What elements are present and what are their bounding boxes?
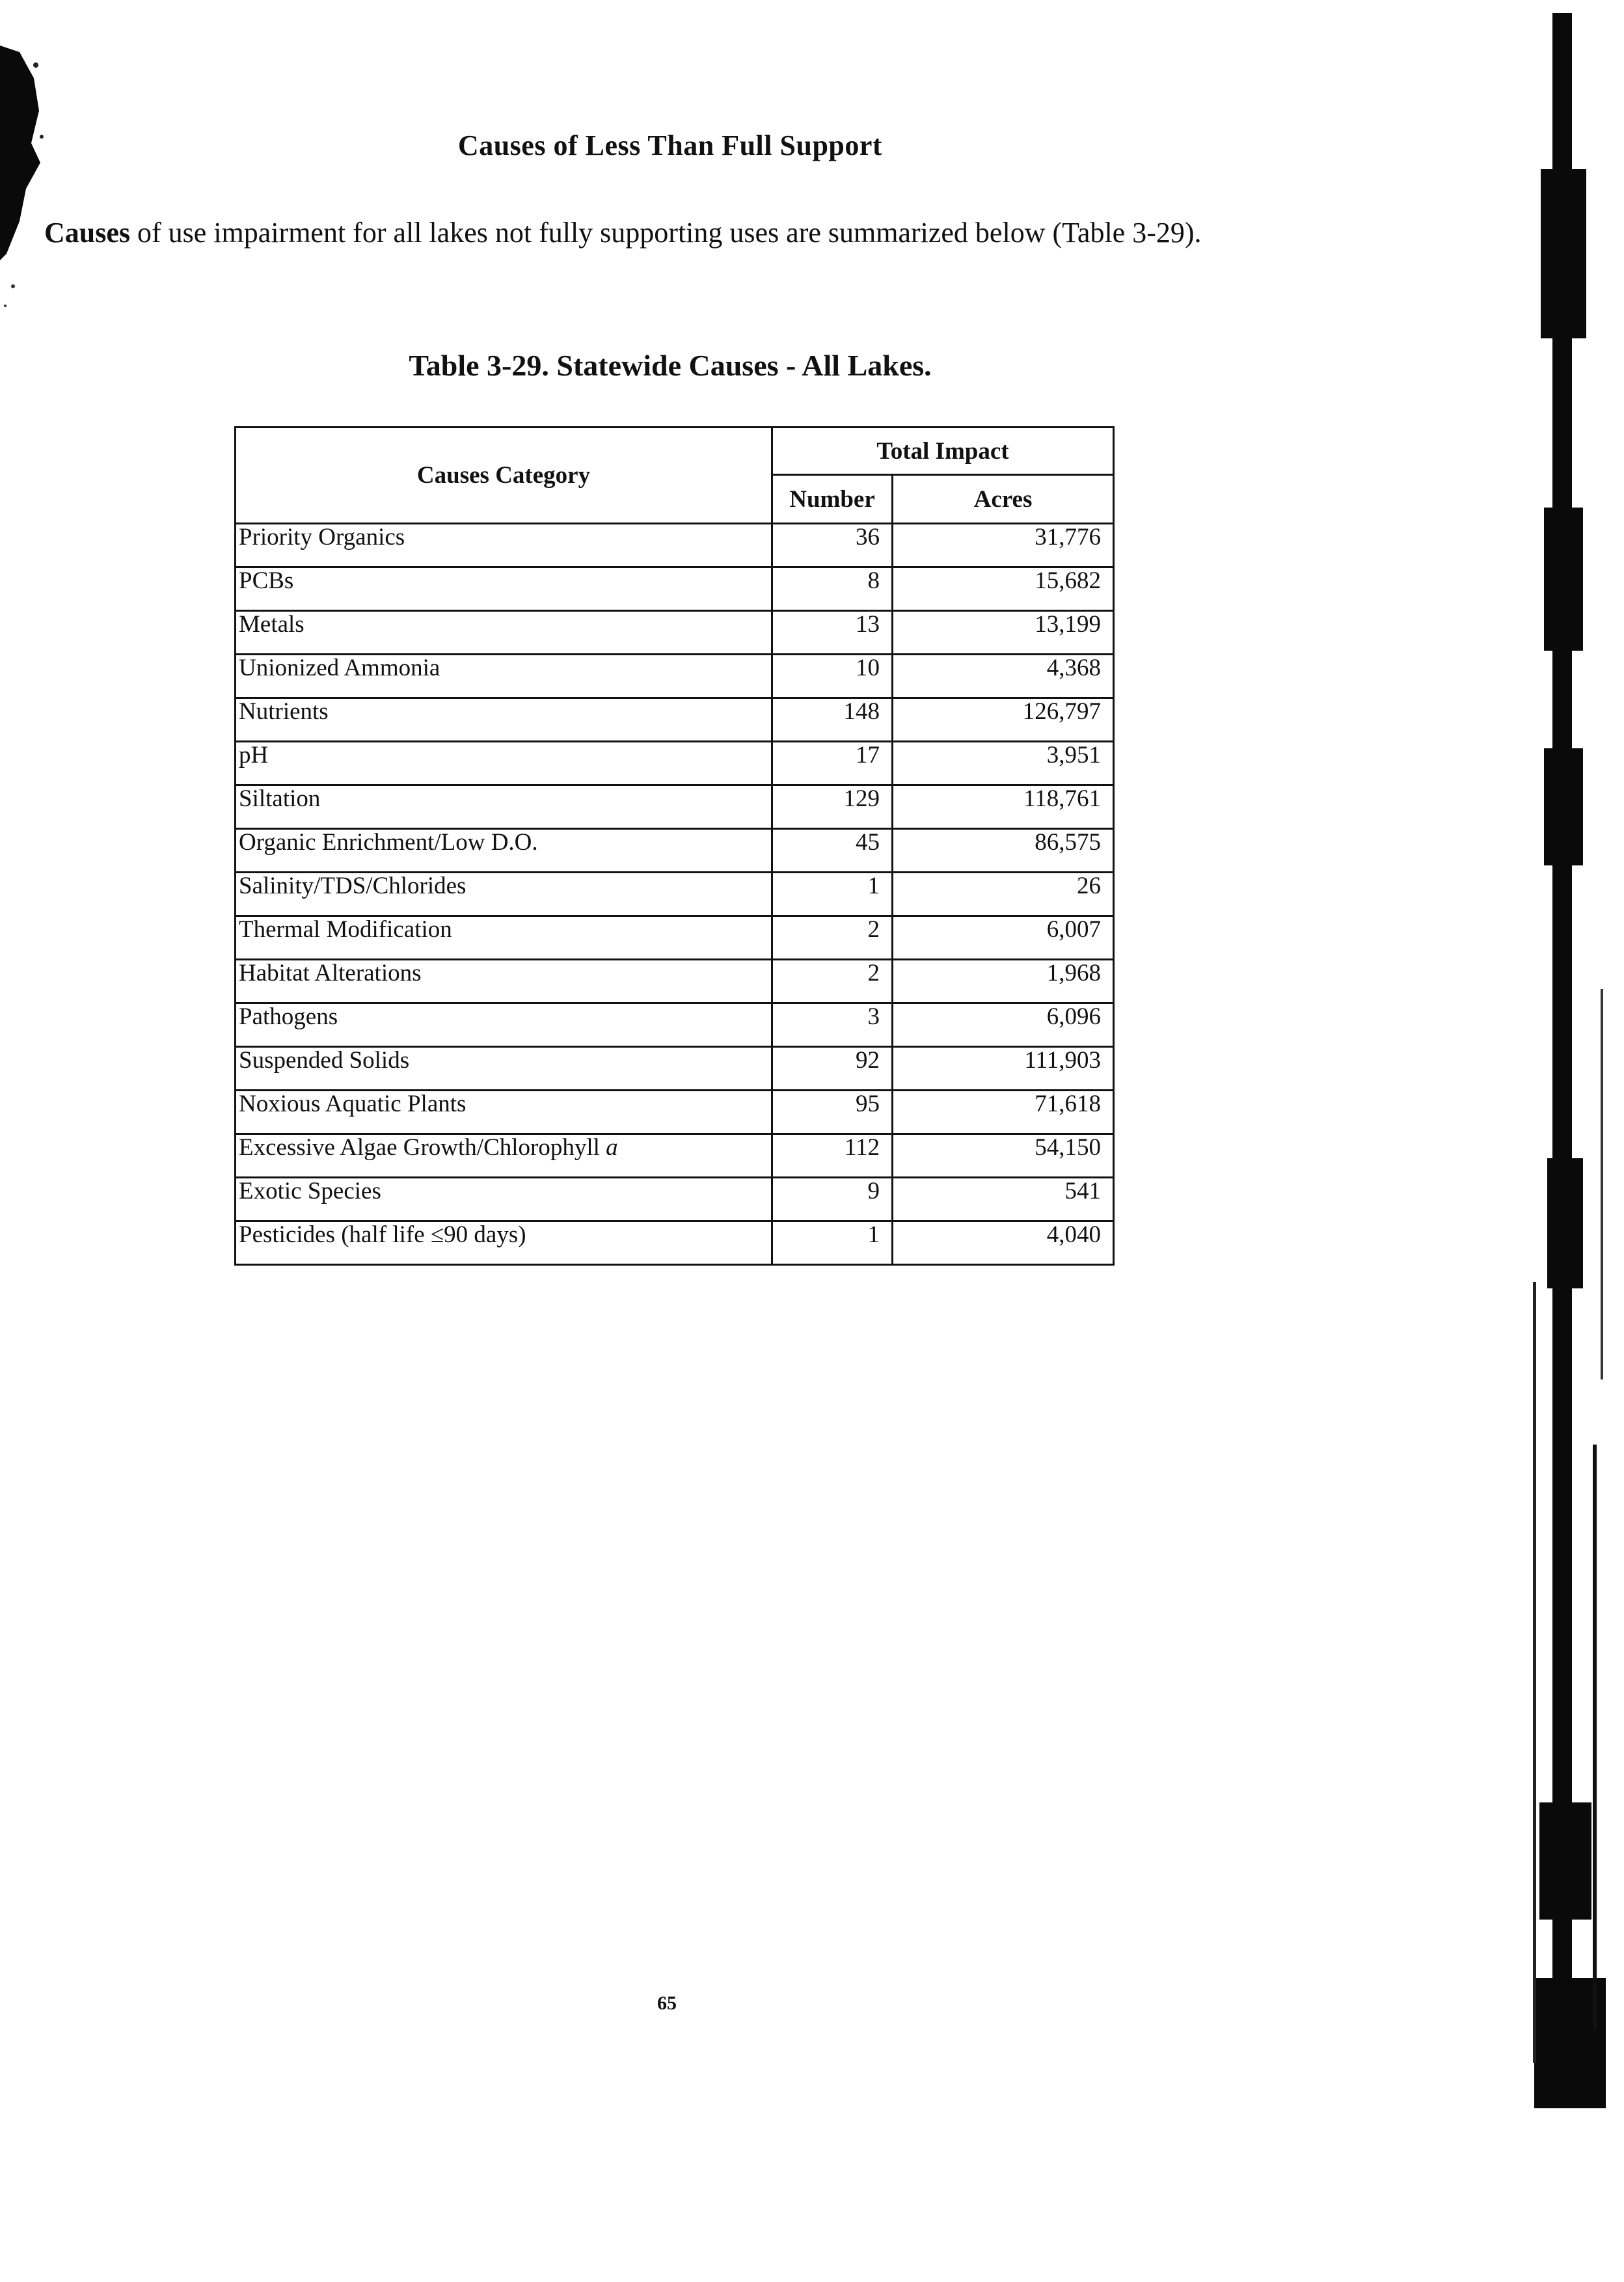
category-text: Habitat Alterations (239, 960, 422, 986)
cell-number: 3 (772, 1003, 893, 1047)
table-row (236, 960, 1114, 1003)
cell-acres: 541 (893, 1178, 1114, 1221)
intro-paragraph (44, 207, 1320, 259)
cell-category (236, 785, 772, 829)
table-row (236, 1178, 1114, 1221)
cell-acres: 6,007 (893, 916, 1114, 960)
category-text: Organic Enrichment/Low D.O. (239, 829, 538, 856)
cell-category (236, 1134, 772, 1178)
cell-acres: 3,951 (893, 742, 1114, 785)
table-row (236, 873, 1114, 916)
table-row (236, 1091, 1114, 1134)
causes-table (234, 426, 1115, 1266)
cell-number: 129 (772, 785, 893, 829)
cell-acres: 15,682 (893, 567, 1114, 611)
category-text: Pesticides (half life ≤90 days) (239, 1221, 526, 1248)
category-text: Suspended Solids (239, 1047, 410, 1074)
cell-acres: 54,150 (893, 1134, 1114, 1178)
cell-category (236, 524, 772, 567)
header-causes-category: Causes Category (236, 428, 772, 524)
cell-acres: 118,761 (893, 785, 1114, 829)
cell-number: 36 (772, 524, 893, 567)
cell-category (236, 655, 772, 698)
category-text: pH (239, 742, 269, 768)
cell-category (236, 1178, 772, 1221)
cell-number: 1 (772, 1221, 893, 1265)
cell-category (236, 829, 772, 873)
cell-number: 9 (772, 1178, 893, 1221)
cell-acres: 86,575 (893, 829, 1114, 873)
table-row (236, 567, 1114, 611)
cell-category (236, 698, 772, 742)
table-row (236, 524, 1114, 567)
cell-number: 95 (772, 1091, 893, 1134)
table-row (236, 1134, 1114, 1178)
cell-number: 2 (772, 916, 893, 960)
paragraph-text: of use impairment for all lakes not fully supporting uses are summarized below (Table 3-29). (130, 217, 1202, 249)
cell-number: 2 (772, 960, 893, 1003)
scan-artifact-left (0, 39, 46, 312)
cell-acres: 111,903 (893, 1047, 1114, 1091)
cell-category (236, 1091, 772, 1134)
table-row (236, 785, 1114, 829)
cell-acres: 71,618 (893, 1091, 1114, 1134)
cell-number: 112 (772, 1134, 893, 1178)
page-number: 65 (657, 1992, 677, 2014)
category-text: Priority Organics (239, 524, 405, 550)
category-text: Pathogens (239, 1003, 338, 1030)
cell-number: 45 (772, 829, 893, 873)
category-text: Metals (239, 611, 304, 638)
cell-category (236, 873, 772, 916)
table-row (236, 829, 1114, 873)
cell-acres: 31,776 (893, 524, 1114, 567)
cell-acres: 4,040 (893, 1221, 1114, 1265)
cell-category (236, 916, 772, 960)
header-total-impact: Total Impact (772, 428, 1114, 475)
section-heading: Causes of Less Than Full Support (457, 129, 883, 161)
category-text: Siltation (239, 785, 321, 812)
table-row (236, 698, 1114, 742)
cell-acres: 13,199 (893, 611, 1114, 655)
table-row (236, 655, 1114, 698)
table-row (236, 1003, 1114, 1047)
cell-acres: 1,968 (893, 960, 1114, 1003)
cell-category (236, 960, 772, 1003)
cell-number: 92 (772, 1047, 893, 1091)
cell-category (236, 1047, 772, 1091)
cell-category (236, 1221, 772, 1265)
category-text: Noxious Aquatic Plants (239, 1091, 467, 1117)
cell-category (236, 742, 772, 785)
category-text: Nutrients (239, 698, 329, 725)
category-text: Unionized Ammonia (239, 655, 440, 681)
scan-artifact-right (1528, 13, 1612, 2108)
cell-number: 8 (772, 567, 893, 611)
header-number: Number (772, 475, 893, 524)
table-row (236, 916, 1114, 960)
category-text: Excessive Algae Growth/Chlorophyll (239, 1134, 606, 1161)
category-text: Thermal Modification (239, 916, 452, 943)
table-row (236, 1047, 1114, 1091)
cell-category (236, 611, 772, 655)
table-title: Table 3-29. Statewide Causes - All Lakes. (409, 349, 932, 382)
table-row (236, 611, 1114, 655)
paragraph-lead-word: Causes (44, 217, 131, 249)
cell-category (236, 1003, 772, 1047)
cell-number: 1 (772, 873, 893, 916)
table-row (236, 742, 1114, 785)
category-text: PCBs (239, 567, 294, 594)
category-italic-text: a (606, 1134, 618, 1161)
cell-acres: 6,096 (893, 1003, 1114, 1047)
cell-acres: 126,797 (893, 698, 1114, 742)
table-body (236, 524, 1114, 1265)
category-text: Salinity/TDS/Chlorides (239, 873, 467, 899)
cell-acres: 26 (893, 873, 1114, 916)
cell-number: 148 (772, 698, 893, 742)
cell-category (236, 567, 772, 611)
category-text: Exotic Species (239, 1178, 381, 1204)
cell-number: 13 (772, 611, 893, 655)
table-row (236, 1221, 1114, 1265)
header-acres: Acres (893, 475, 1114, 524)
cell-acres: 4,368 (893, 655, 1114, 698)
cell-number: 10 (772, 655, 893, 698)
cell-number: 17 (772, 742, 893, 785)
